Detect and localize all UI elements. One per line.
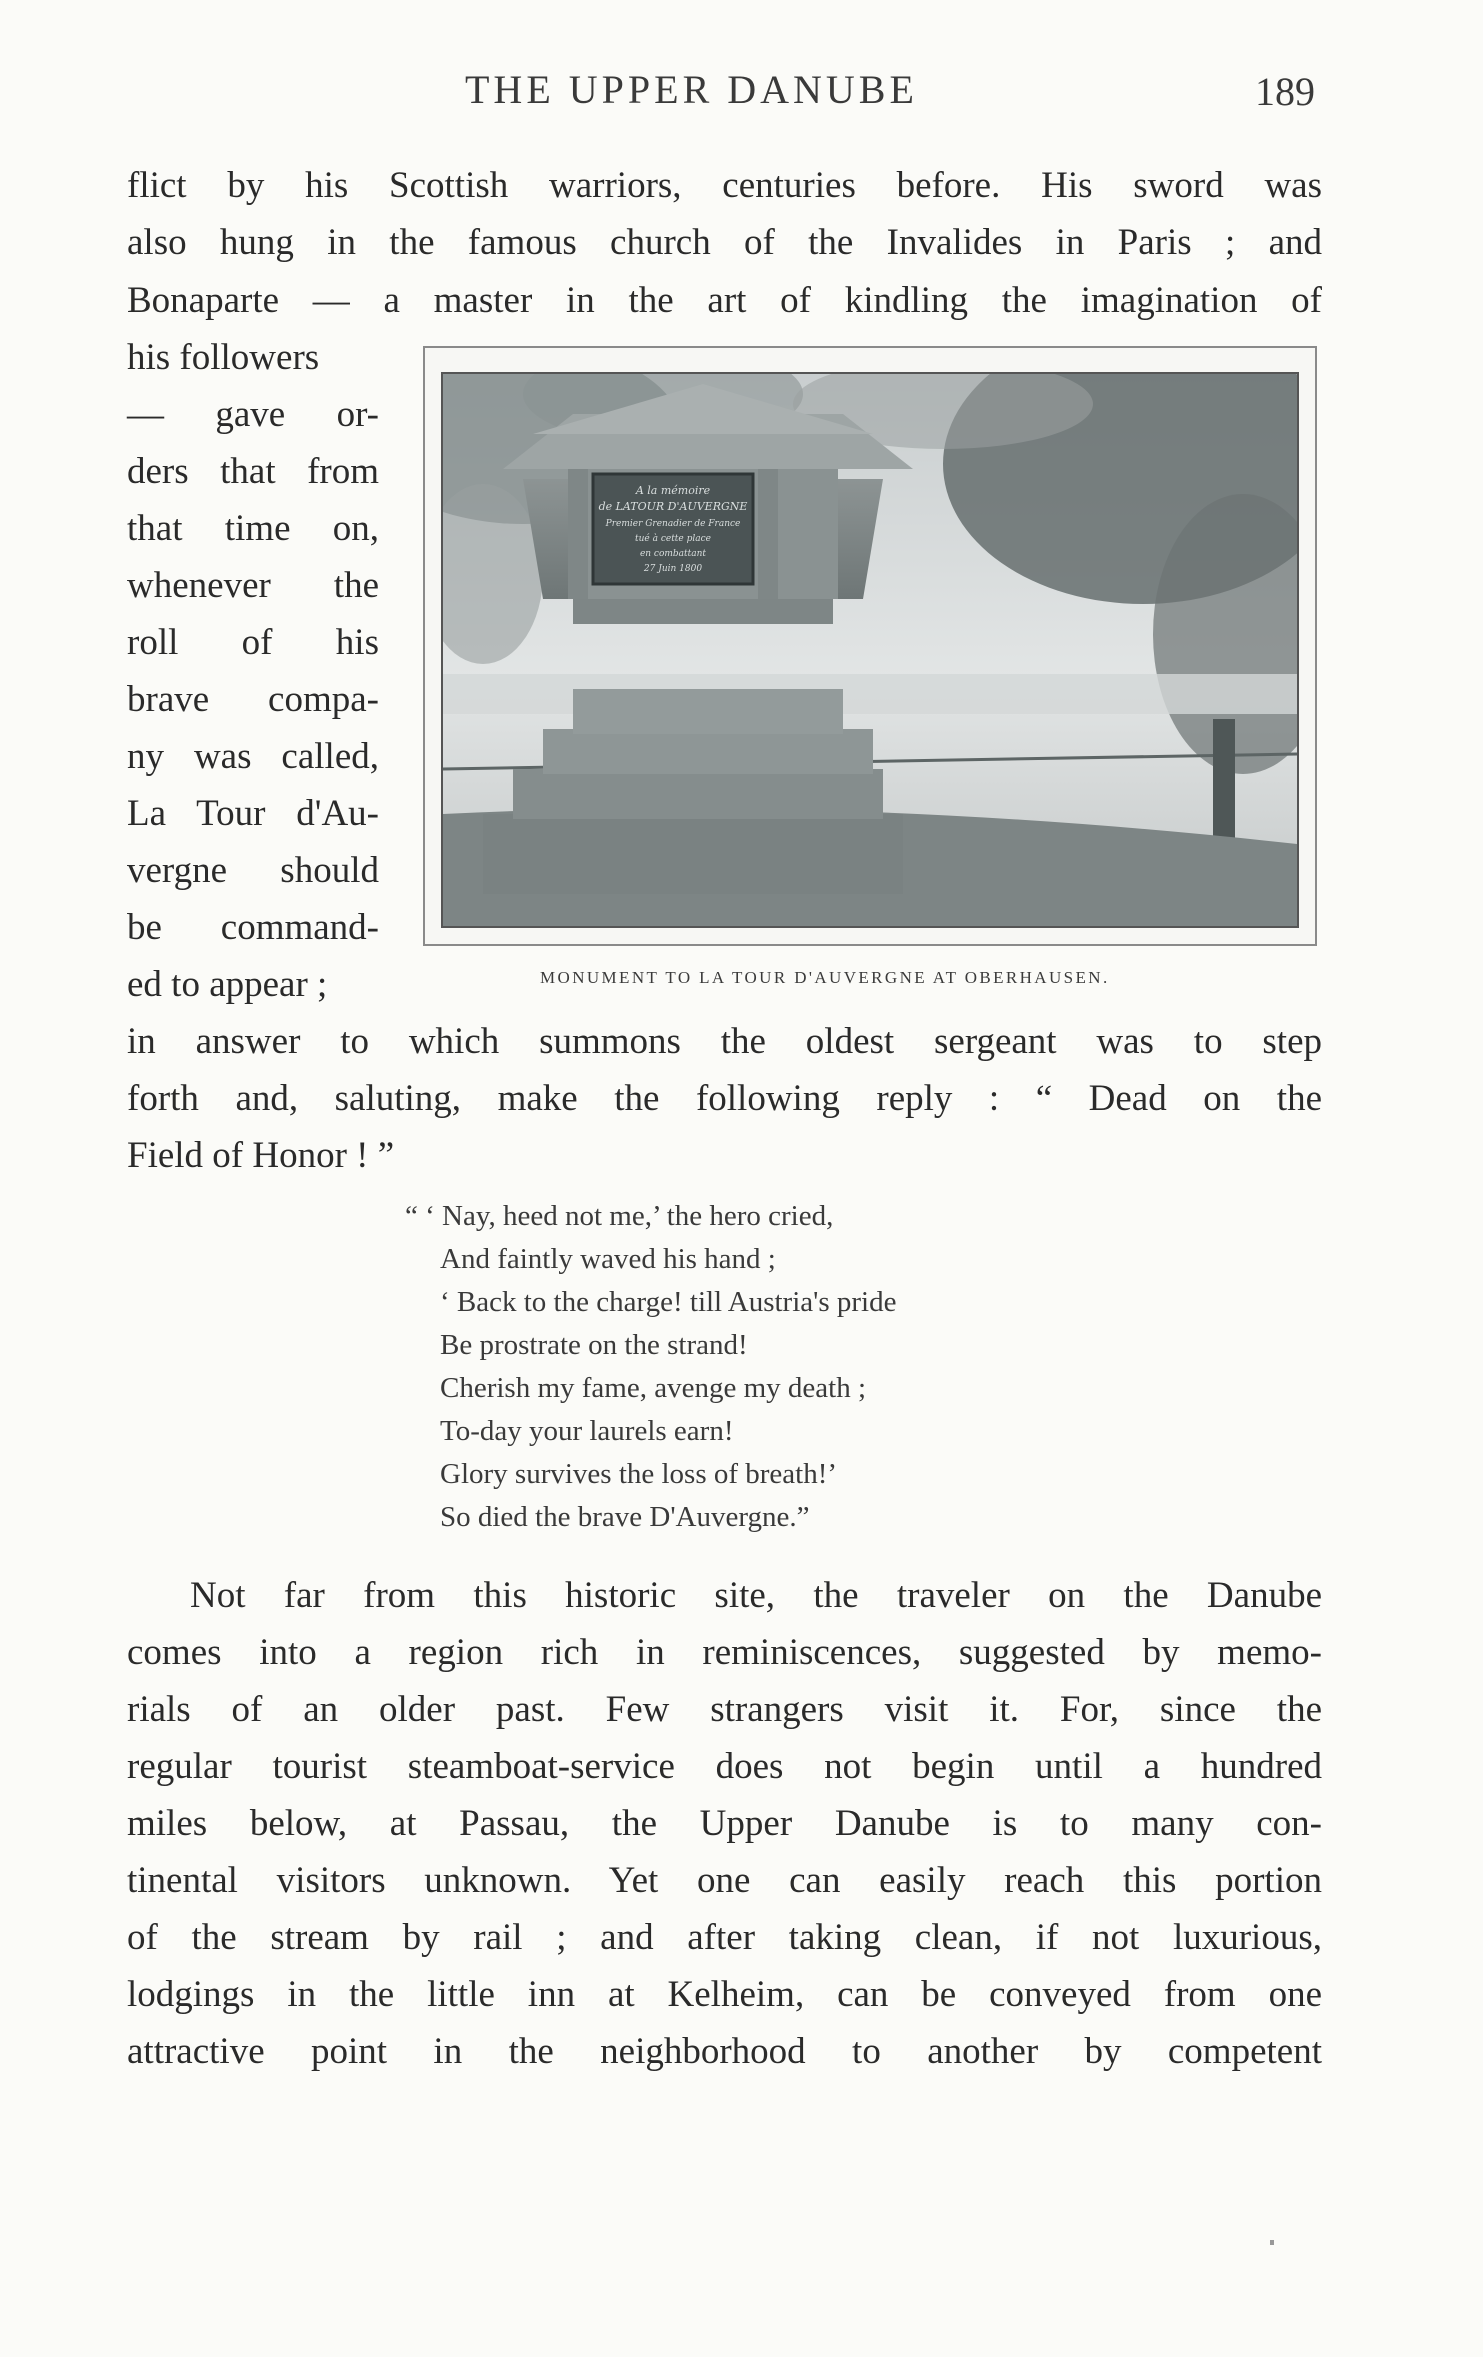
- plaque-line: A la mémoire: [635, 484, 711, 497]
- poem-line: “ ‘ Nay, heed not me,’ the hero cried,: [405, 1200, 834, 1232]
- poem-line: To-day your laurels earn!: [440, 1415, 734, 1447]
- body-line: regular tourist steamboat-service does not begin until a hundred: [127, 1746, 1322, 1787]
- body-line: in answer to which summons the oldest sergeant was to step: [127, 1021, 1322, 1062]
- body-line: that time on,: [127, 508, 379, 549]
- page-number: 189: [1255, 69, 1315, 114]
- poem-line: Cherish my fame, avenge my death ;: [440, 1372, 867, 1404]
- body-line: ed to appear ;: [127, 964, 328, 1005]
- poem-line: Be prostrate on the strand!: [440, 1329, 748, 1361]
- plaque-line: tué à cette place: [635, 534, 711, 544]
- body-line: tinental visitors unknown. Yet one can easily reach this portion: [127, 1860, 1322, 1901]
- poem-line: Glory survives the loss of breath!’: [440, 1458, 838, 1490]
- plaque-line: en combattant: [639, 549, 707, 559]
- running-title: THE UPPER DANUBE: [465, 67, 918, 112]
- body-line: Bonaparte — a master in the art of kindling the imagination of: [127, 280, 1322, 321]
- body-line: La Tour d'Au-: [127, 793, 379, 834]
- body-line: flict by his Scottish warriors, centuries before. His sword was: [127, 165, 1322, 206]
- body-line: rials of an older past. Few strangers visit it. For, since the: [127, 1689, 1322, 1730]
- body-line: ders that from: [127, 451, 379, 492]
- body-line: Not far from this historic site, the traveler on the Danube: [190, 1575, 1322, 1616]
- body-line: attractive point in the neighborhood to another by competent: [127, 2031, 1322, 2072]
- body-line: miles below, at Passau, the Upper Danube is to many con-: [127, 1803, 1322, 1844]
- body-line: brave compa-: [127, 679, 379, 720]
- plaque-line: Premier Grenadier de France: [605, 519, 741, 529]
- body-line: vergne should: [127, 850, 379, 891]
- plaque-line: de LATOUR D'AUVERGNE: [598, 500, 748, 513]
- print-speck: [1270, 2240, 1274, 2245]
- body-line: be command-: [127, 907, 379, 948]
- monument-photograph-frame: [423, 346, 1317, 946]
- page-header: [0, 66, 1483, 126]
- body-line: comes into a region rich in reminiscences, suggested by memo-: [127, 1632, 1322, 1673]
- poem-line: And faintly waved his hand ;: [440, 1243, 776, 1275]
- body-line: — gave or-: [127, 394, 379, 435]
- poem-line: ‘ Back to the charge! till Austria's pride: [440, 1286, 897, 1318]
- body-line: roll of his: [127, 622, 379, 663]
- body-line: lodgings in the little inn at Kelheim, can be conveyed from one: [127, 1974, 1322, 2015]
- figure-caption: MONUMENT TO LA TOUR D'AUVERGNE AT OBERHAUSEN.: [540, 968, 1110, 987]
- body-line: his followers: [127, 337, 320, 378]
- body-line: ny was called,: [127, 736, 379, 777]
- plaque-line: 27 Juin 1800: [643, 564, 703, 574]
- monument-photograph: [441, 372, 1299, 928]
- body-line: of the stream by rail ; and after taking clean, if not luxurious,: [127, 1917, 1322, 1958]
- body-line: whenever the: [127, 565, 379, 606]
- body-line: also hung in the famous church of the Invalides in Paris ; and: [127, 222, 1322, 263]
- body-line: forth and, saluting, make the following reply : “ Dead on the: [127, 1078, 1322, 1119]
- body-line: Field of Honor ! ”: [127, 1135, 395, 1176]
- poem-line: So died the brave D'Auvergne.”: [440, 1501, 810, 1533]
